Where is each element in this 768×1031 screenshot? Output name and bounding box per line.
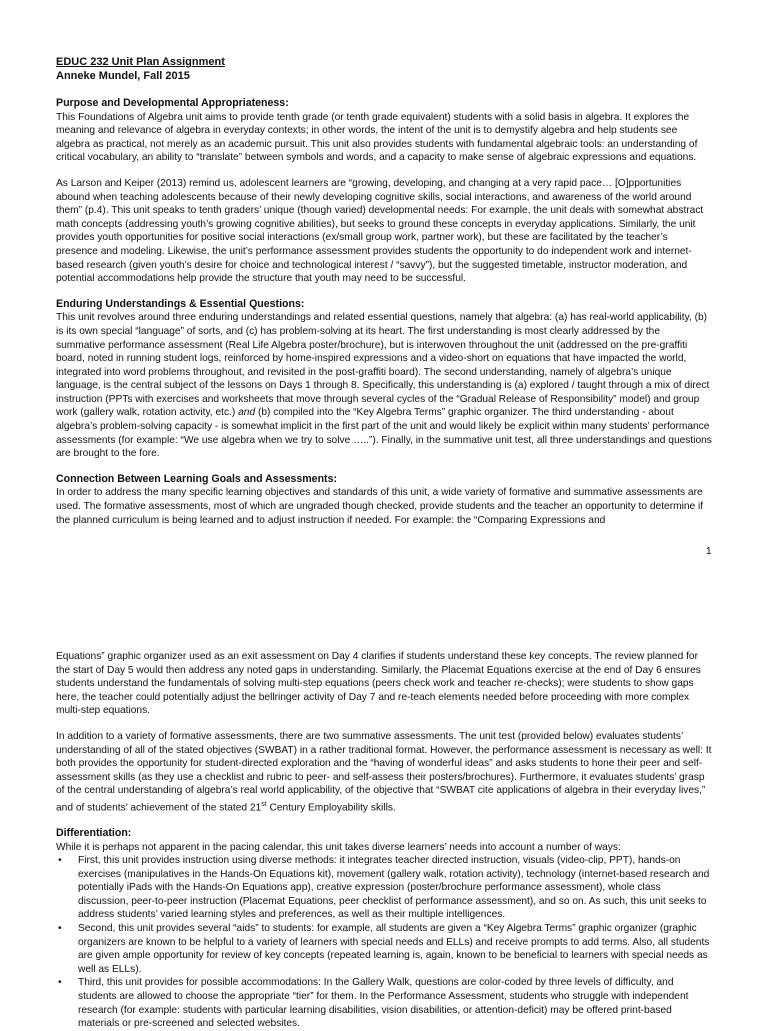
bullet-icon: • — [58, 977, 62, 989]
document-author: Anneke Mundel, Fall 2015 — [56, 70, 190, 82]
differentiation-intro: While it is perhaps not apparent in the pacing calendar, this unit takes diverse learners’ needs into account a number of ways: — [56, 841, 621, 853]
list-item-text: Third, this unit provides for possible accommodations: In the Gallery Walk, questions are color-coded by three levels of difficulty, and students are allowed to choose the appropriate “tier” for them. In the Performance Assessment, students who struggle with independent research (for example: students with particular learning disabilities, vision disabilities, or attention-deficit) may be offered print-based materials or pre-screened and selected websites. — [78, 977, 689, 1030]
enduring-emphasis: and — [238, 407, 256, 419]
bullet-icon: • — [58, 855, 62, 867]
bullet-icon: • — [58, 923, 62, 935]
connection-text-b: Century Employability skills. — [266, 802, 396, 814]
differentiation-heading: Differentiation: — [56, 826, 132, 839]
purpose-heading: Purpose and Developmental Appropriateness: — [56, 97, 289, 109]
list-item — [56, 976, 712, 1030]
connection-paragraph-1: In order to address the many specific learning objectives and standards of this unit, a wide variety of formative and summative assessments are used. The formative assessments, most of which are ungraded though checked, provide students and the teacher an opportunity to determine if the planned curriculum is being learned and to adjust instruction if needed. For example: the “Comparing Expressions and — [56, 487, 704, 526]
enduring-text-a: This unit revolves around three enduring understandings and related essential questions, namely that algebra: (a) has real-world applicability, (b) is its own special “language” of sorts, and (c) has problem-solving at its heart. The first understanding is most clearly addressed by the summative performance assessment (Real Life Algebra poster/brochure), but is interwoven throughout the unit (addressed on the pre-graffiti board, noted in running student logs, reinforced by home-inspired expressions and a video-short on equations that have impacted the world, integrated into word problems throughout, and revisited in the post-graffiti board). The second understanding, namely of algebra’s unique language, is the central subject of the lessons on Days 1 through 8. Specifically, this understanding is (a) explored / taught through a mix of direct instruction (PPTs with exercises and worksheets that move through several cycles of the “Gradual Release of Responsibility” model) and group work (gallery walk, rotation activity, etc.) — [56, 312, 710, 419]
document-body-page-2 — [56, 650, 712, 1031]
list-item-text: First, this unit provides instruction using diverse methods: it integrates teacher directed instruction, visuals (video-clip, PPT), hands-on exercises (manipulatives in the Hands-On Equations kit), movement (gallery walk, rotation activity), technology (internet-based research and potentially iPads with the Hands-On Equations app), creative expression (poster/brochure performance assessment), whole class discussion, peer-to-peer instruction (Placemat Equations, peer checklist of performance assessment), and so on. As such, this unit seeks to address students’ varied learning styles and preferences, as well as their multiple intelligences. — [78, 855, 710, 921]
connection-paragraph-2 — [56, 730, 712, 815]
purpose-paragraph-1: This Foundations of Algebra unit aims to provide tenth grade (or tenth grade equivalent) students with a solid basis in algebra. It explores the meaning and relevance of algebra in everyday contexts; in other words, the intent of the unit is to demystify algebra and help students see algebra as practical, not merely as an academic pursuit. This unit also provides students with fundamental algebraic tools: an understanding of critical vocabulary, an ability to “translate” between symbols and words, and a capacity to make sense of algebraic expressions and equations. — [56, 111, 698, 164]
document-body — [56, 55, 712, 539]
purpose-paragraph-2: As Larson and Keiper (2013) remind us, adolescent learners are “growing, developing, and changing at a very rapid pace… [O]pportunities abound when teaching adolescents because of their newly developing cognitive skills, social interactions, and awareness of the world around them” (p.4). This unit speaks to tenth graders’ unique (though varied) developmental needs: For example, the unit deals with somewhat abstract math concepts (addressing youth’s growing cognitive abilities), but seeks to ground these concepts in everyday applications. Similarly, the unit provides youth opportunities for positive social interactions (ex/small group work, partner work), but these are facilitated by the teacher’s presence and modeling. Likewise, the unit’s performance assessment provides students the opportunity to do independent work and internet-based research (given youth’s desire for choice and technological interest / “savvy”), but the suggested timetable, instructor moderation, and potential accommodations help provide the structure that youth may need to be successful. — [56, 177, 704, 285]
list-item — [56, 922, 712, 976]
enduring-paragraph — [56, 311, 712, 461]
differentiation-list — [56, 854, 712, 1031]
page-number: 1 — [706, 546, 712, 557]
connection-heading: Connection Between Learning Goals and Assessments: — [56, 472, 337, 485]
enduring-heading: Enduring Understandings & Essential Questions: — [56, 297, 305, 310]
document-title: EDUC 232 Unit Plan Assignment — [56, 56, 225, 68]
connection-superscript: st — [261, 800, 267, 808]
enduring-text-b: (b) compiled into the “Key Algebra Terms” graphic organizer. The third understanding - about algebra’s problem-solving capacity - is somewhat implicit in the first part of the unit and would likely be explicit within many students’ performance assessments (for example: “We use algebra when we try to solve …..”). Finally, in the summative unit test, all three understandings and questions are brought to the fore. — [56, 407, 712, 460]
connection-paragraph-1-continued: Equations” graphic organizer used as an exit assessment on Day 4 clarifies if students understand these key concepts. The review planned for the start of Day 5 would then address any noted gaps in understanding. Similarly, the Placemat Equations exercise at the end of Day 6 ensures students understand the fundamentals of solving multi-step equations (peers check work and teacher re-checks); were students to show gaps here, the teacher could potentially adjust the bellringer activity of Day 7 and re-teach elements needed before proceeding with more complex multi-step equations. — [56, 651, 701, 717]
connection-text-a: In addition to a variety of formative assessments, there are two summative assessments. The unit test (provided below) evaluates students’ understanding of all of the stated objectives (SWBAT) in a rather traditional format. However, the performance assessment is necessary as well: It both provides the opportunity for student-directed exploration and the “having of wonderful ideas” and asks students to hone their peer and self-assessment skills (as they use a checklist and rubric to peer- and self-assess their posters/brochures). Furthermore, it evaluates students’ grasp of the central understanding of algebra’s real world applicability, of the objective that “SWBAT cite applications of algebra in their everyday lives,” and of students’ achievement of the stated 21 — [56, 730, 712, 814]
list-item — [56, 854, 712, 922]
list-item-text: Second, this unit provides several “aids” to students: for example, all students are given a “Key Algebra Terms” graphic organizer (graphic organizers are known to be helpful to a variety of learners with special needs and ELLs) and receive prompts to add terms. Also, all students are given ample opportunity for review of key concepts (repeated learning is, again, known to be beneficial to learners with special needs as well as ELLs). — [78, 923, 710, 975]
